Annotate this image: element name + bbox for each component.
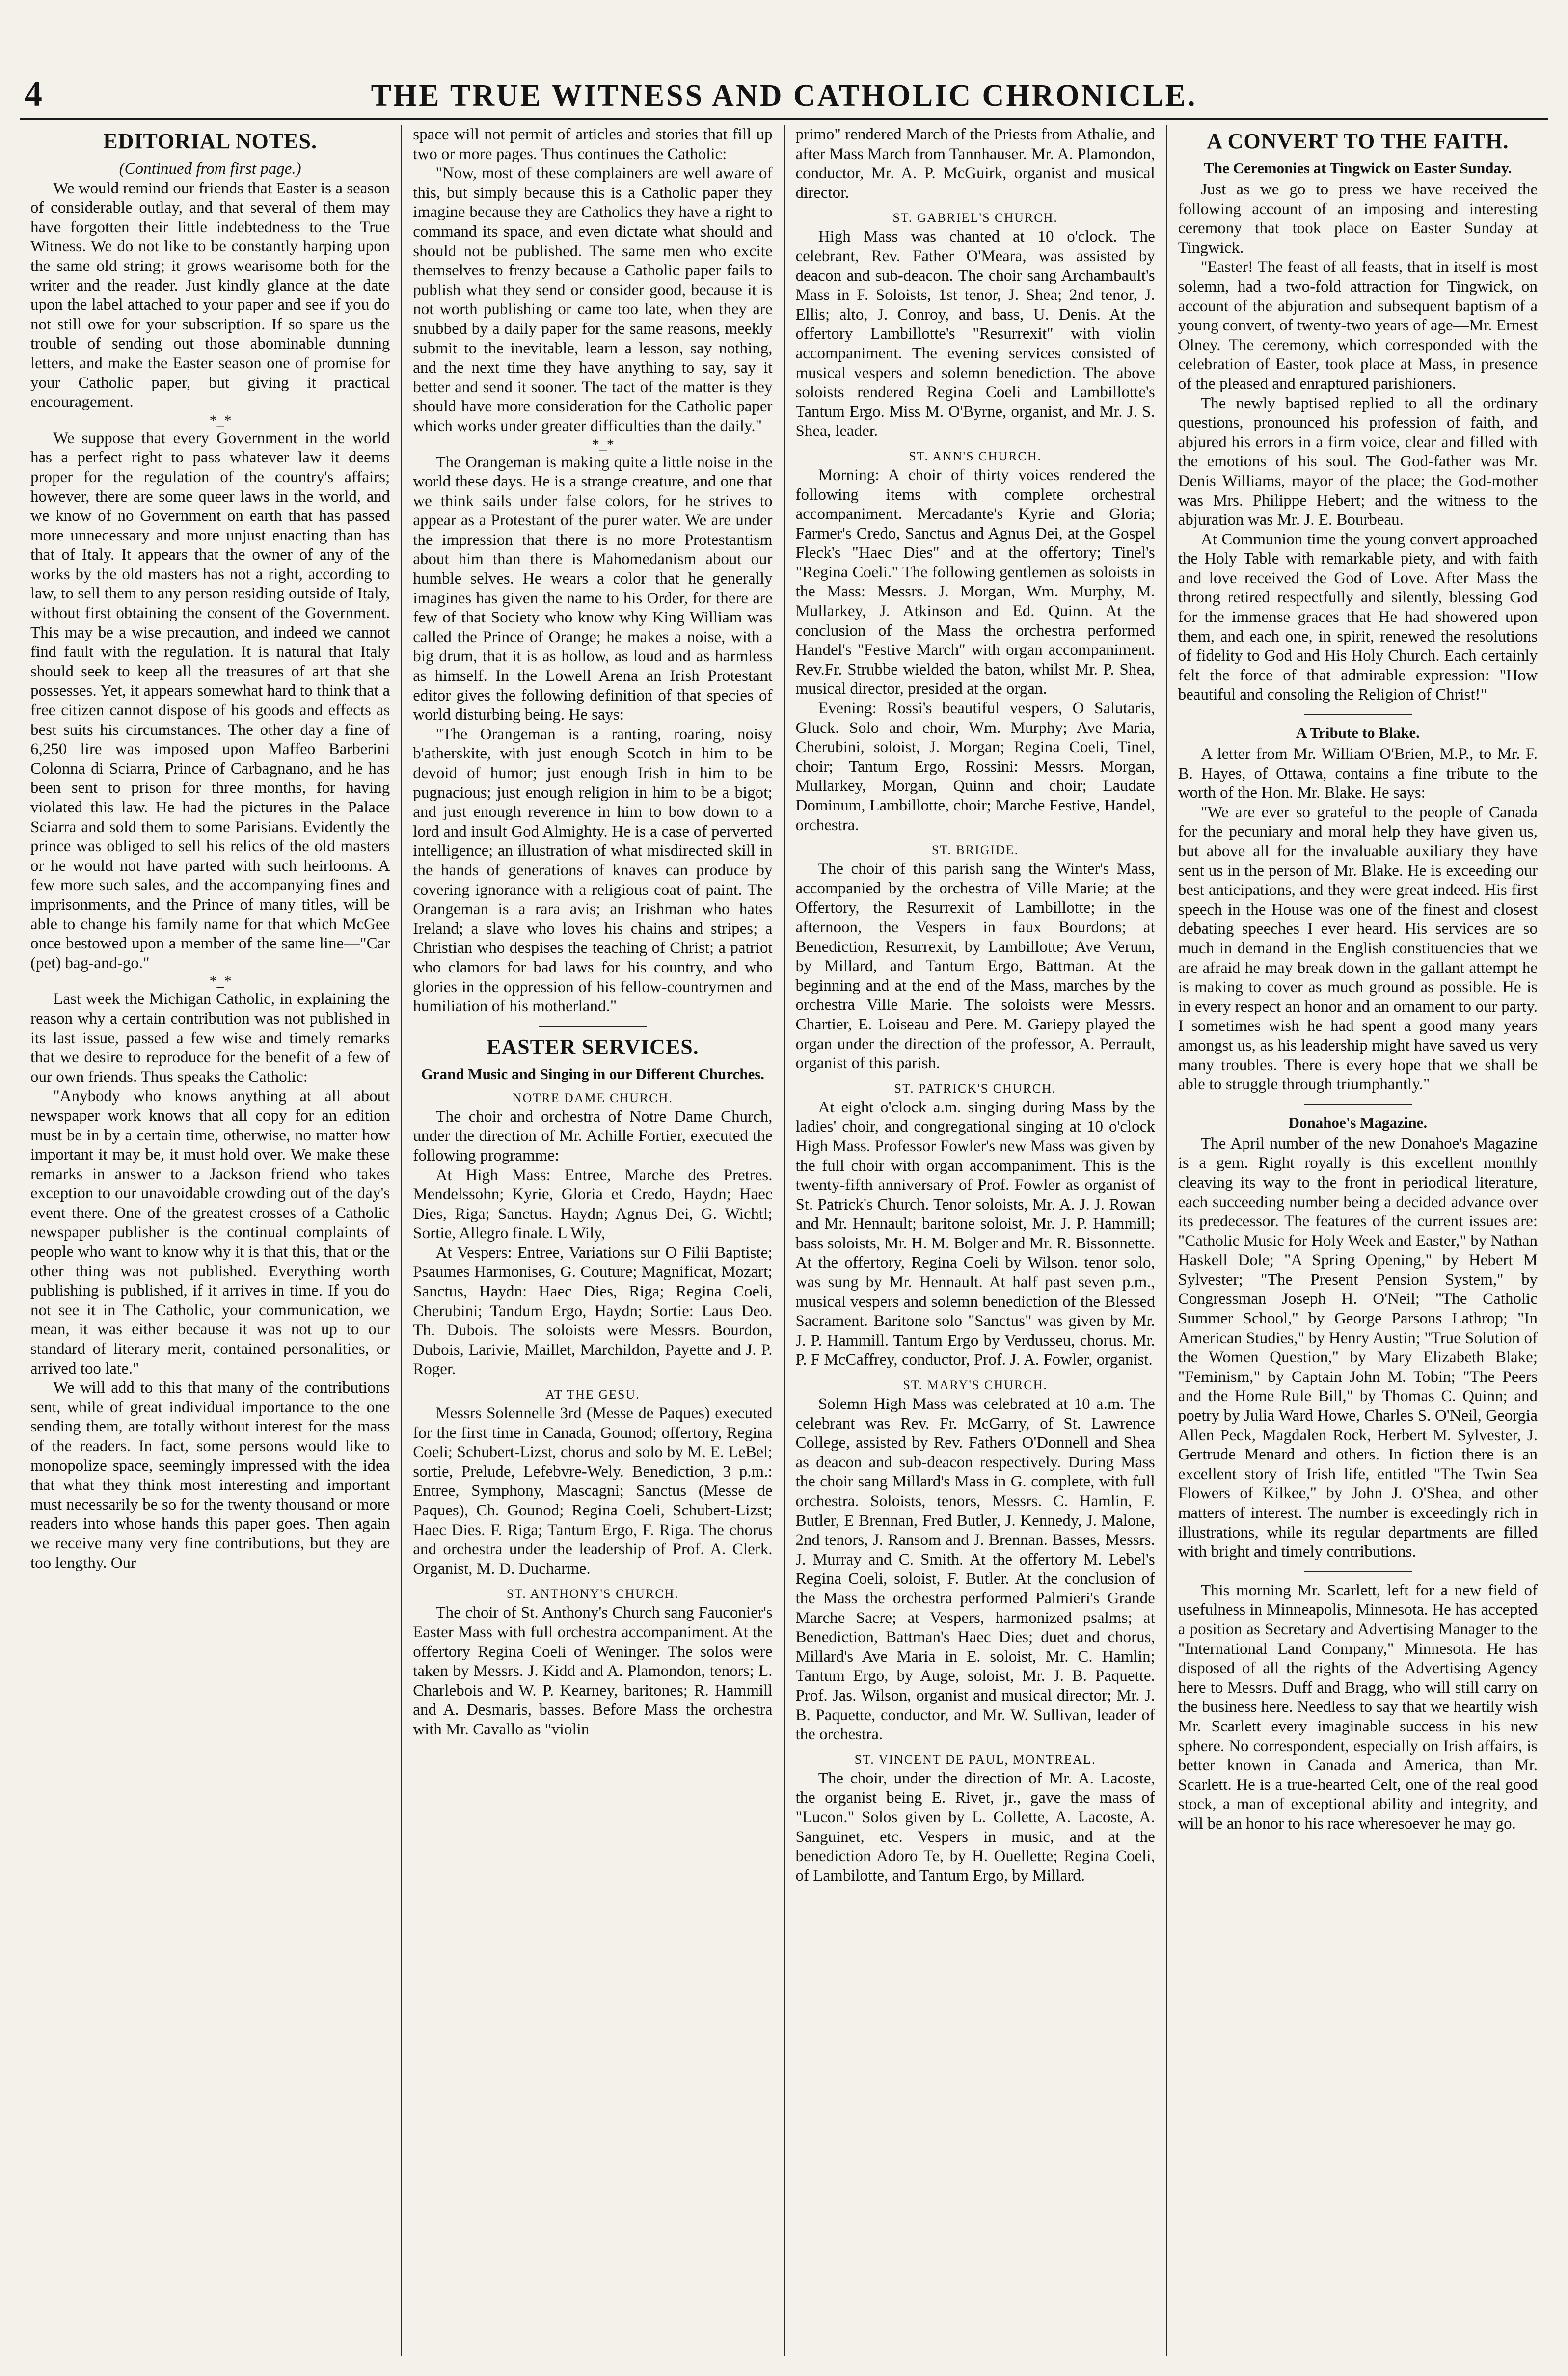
- paragraph: The newly baptised replied to all the ordinary questions, pronounced his profession of faith, and abjured his errors in a firm voice, clear and filled with the emotions of his soul. The God-father was Mr. Denis Williams, mayor of the place; the God-mother was Mrs. Philippe Hebert; and the witness to the abjuration was Mr. J. E. Bourbeau.: [1178, 394, 1538, 529]
- donahoe-heading: Donahoe's Magazine.: [1288, 1113, 1428, 1131]
- church-heading-st-gabriel: ST. GABRIEL'S CHURCH.: [892, 211, 1058, 225]
- paragraph: At eight o'clock a.m. singing during Mass by the ladies' choir, and congregational singing at 10 o'clock High Mass. Professor Fowler's new Mass was given by the full choir with organ accompaniment. This is the twenty-fifth anniversary of Prof. Fowler as organist of St. Patrick's Church. Tenor soloists, Mr. A. J. J. Rowan and Mr. Hennault; baritone soloist, Mr. J. P. Hammill; bass soloists, Mr. H. M. Bolger and Mr. R. Bissonnette. At the offertory, Regina Coeli by Wilson. tenor solo, was sung by Mr. Hennault. At half past seven p.m., musical vespers and solemn benediction of the Blessed Sacrament. Baritone solo "Sanctus" was given by Mr. J. P. Hammill. Tantum Ergo by Verdusseu, chorus. Mr. P. F McCaffrey, conductor, Prof. J. A. Fowler, organist.: [795, 1098, 1155, 1369]
- quote-paragraph: "Easter! The feast of all feasts, that in itself is most solemn, had a two-fold attraction for Tingwick, on account of the abjuration and subsequent baptism of a young convert, of twenty-two years of age—Mr. Ernest Olney. The ceremony, which corresponded with the celebration of Easter, took place at Mass, in presence of the pleased and enraptured parishioners.: [1178, 258, 1538, 393]
- paragraph: Last week the Michigan Catholic, in explaining the reason why a certain contribution was not published in its last issue, passed a few wise and timely remarks that we desire to reproduce for the benefit of a few of our own friends. Thus speaks the Catholic:: [30, 990, 390, 1086]
- continued-note: (Continued from first page.): [119, 160, 301, 178]
- church-heading-st-anthony: ST. ANTHONY'S CHURCH.: [506, 1587, 679, 1601]
- divider: [1304, 1104, 1412, 1105]
- paragraph: The choir of St. Anthony's Church sang Fauconier's Easter Mass with full orchestra accompaniment. At the offertory Regina Coeli of Weninger. The solos were taken by Messrs. J. Kidd and A. Plamondon, tenors; L. Charlebois and W. P. Kearney, baritones; R. Hammill and A. Desmaris, basses. Before Mass the orchestra with Mr. Cavallo as "violin: [413, 1604, 773, 1738]
- paragraph: We would remind our friends that Easter is a season of considerable outlay, and that several of them may have forgotten their little indebtedness to the True Witness. We do not like to be constantly harping upon the same old string; it grows wearisome both for the writer and the reader. Just kindly glance at the date upon the label attached to your paper and see if you do not still owe for your subscription. If so spare us the trouble of sending out those abominable dunning letters, and make the Easter season one of promise for your Catholic paper, but giving it practical encouragement.: [30, 179, 390, 411]
- paragraph: The choir, under the direction of Mr. A. Lacoste, the organist being E. Rivet, jr., gave the mass of "Lucon." Solos given by L. Collette, A. Lacoste, A. Sanguinet, etc. Vespers in music, and at the benediction Adoro Te, by H. Ouellette; Regina Coeli, of Lambilotte, and Tantum Ergo, by Millard.: [795, 1769, 1155, 1885]
- quote-paragraph: "Now, most of these complainers are well aware of this, but simply because this is a Catholic paper they imagine because they are Catholics they have a right to command its space, and even dictate what should and should not be published. The same men who excite themselves to frenzy because a Catholic paper fails to publish what they send or consider good, because it is not worth publishing or came too late, when they are snubbed by a daily paper for the same reasons, meekly submit to the inevitable, learn a lesson, say nothing, and the next time they have anything to say, say it better and send it sooner. The tact of the matter is they should have more consideration for the Catholic paper which works under greater difficulties than the daily.": [413, 164, 773, 435]
- quote-paragraph: "Anybody who knows anything at all about newspaper work knows that all copy for an edition must be in by a certain time, otherwise, no matter how important it may be, it must hold over. We make these remarks in answer to a Jackson friend who takes exception to our unavoidable crowding out of the day's event there. One of the greatest crosses of a Catholic newspaper publisher is the continual complaints of people who want to know why it is that this, that or the other thing was not published. Everything worth publishing is published, if it arrives in time. If you do not see it in The Catholic, your communication, we mean, it was either because it was not up to our standard of literary merit, contained personalities, or arrived too late.": [30, 1087, 390, 1377]
- paragraph: We suppose that every Government in the world has a perfect right to pass whatever law it deems proper for the regulation of the country's affairs; however, there are some queer laws in the world, and we know of no Government on earth that has passed more unnecessary and more unjust enacting than has that of Italy. It appears that the owner of any of the works by the old masters has not a right, according to law, to sell them to any person residing outside of Italy, without first obtaining the consent of the Government. This may be a wise precaution, and indeed we cannot find fault with the regulation. It is natural that Italy should seek to keep all the treasures of art that she possesses. Yet, it appears somewhat hard to think that a free citizen cannot dispose of his goods and effects as best suits his circumstances. The other day a fine of 6,250 lire was imposed upon Maffeo Barberini Colonna di Sciarra, Prince of Carbagnano, and he has been sent to prison for three months, for having violated this law. He had the pictures in the Palace Sciarra and sold them to some Parisians. Evidently the prince was obliged to sell his relics of the old masters or he would not have parted with such heirlooms. A few more such sales, and the accompanying fines and imprisonments, and the Prince of many titles, will be able to change his family name for that which McGee once bestowed upon a member of the same line—"Car (pet) bag-and-go.": [30, 429, 390, 972]
- divider: [1304, 714, 1412, 715]
- easter-services-subheading: Grand Music and Singing in our Different Churches.: [421, 1065, 765, 1082]
- church-heading-st-patrick: ST. PATRICK'S CHURCH.: [894, 1081, 1056, 1096]
- paragraph: space will not permit of articles and stories that fill up two or more pages. Thus continues the Catholic:: [413, 126, 773, 163]
- paragraph: Just as we go to press we have received the following account of an imposing and interesting ceremony that took place on Easter Sunday at Tingwick.: [1178, 181, 1538, 257]
- church-heading-st-ann: ST. ANN'S CHURCH.: [909, 449, 1042, 463]
- paragraph: Evening: Rossi's beautiful vespers, O Salutaris, Gluck. Solo and choir, Wm. Murphy; Ave Maria, Cherubini, soloist, J. Morgan; Regina Coeli, Tinel, choir; Tantum Ergo, Rossini: Messrs. Morgan, Mullarkey, Morgan, Quinn and choir; Laudate Dominum, Lambillotte, choir; Marche Festive, Handel, orchestra.: [795, 700, 1155, 834]
- divider: [1304, 1571, 1412, 1572]
- paragraph: The April number of the new Donahoe's Magazine is a gem. Right royally is this excellent monthly cleaving its way to the front in periodical literature, each succeeding number being a decided advance over its predecessor. The features of the current issues are: "Catholic Music for Holy Week and Easter," by Nathan Haskell Dole; "A Spring Opening," by Hebert M Sylvester; "The Present Pension System," by Congressman Joseph H. O'Neil; "The Catholic Summer School," by George Parsons Lathrop; "In American Studies," by Henry Austin; "True Solution of the Women Question," by Mary Elizabeth Blake; "Feminism," by Captain John M. Tobin; "The Peers and the Home Rule Bill," by Thomas C. Quinn; and poetry by Julia Ward Howe, Charles S. O'Neil, Georgia Allen Peck, Magdalen Rock, Herbert M. Sylvester, J. Gertrude Menard and others. In fiction there is an excellent story of Irish life, entitled "The Twin Sea Flowers of Kilkee," by John J. O'Shea, and other matters of interest. The number is exceedingly rich in illustrations, while its regular departments are filled with bright and timely contributions.: [1178, 1134, 1538, 1561]
- paragraph: primo" rendered March of the Priests from Athalie, and after Mass March from Tannhauser. Mr. A. Plamondon, conductor, Mr. A. P. McGuirk, organist and musical director.: [795, 126, 1155, 202]
- church-heading-st-mary: ST. MARY'S CHURCH.: [903, 1378, 1048, 1393]
- paragraph: The choir and orchestra of Notre Dame Church, under the direction of Mr. Achille Fortier, executed the following programme:: [413, 1107, 773, 1164]
- paragraph: This morning Mr. Scarlett, left for a new field of usefulness in Minneapolis, Minnesota. He has accepted a position as Secretary and Advertising Manager to the "International Land Company," Minnesota. He has disposed of all the rights of the Advertising Agency here to Messrs. Duff and Bragg, who will still carry on the business here. Needless to say that we heartily wish Mr. Scarlett every imaginable success in his new sphere. No correspondent, especially on Irish affairs, is better known in Canada and America, than Mr. Scarlett. He is a true-hearted Celt, one of the real good stock, a man of exceptional ability and integrity, and will be an honor to his race wheresoever he may go.: [1178, 1581, 1538, 1833]
- church-heading-gesu: AT THE GESU.: [545, 1387, 640, 1402]
- editorial-heading: EDITORIAL NOTES.: [103, 129, 318, 153]
- page-number: 4: [25, 74, 42, 113]
- paragraph: We will add to this that many of the contributions sent, while of great individual importance to the one sending them, are totally without interest for the mass of the readers. In fact, some persons would like to monopolize space, seemingly impressed with the idea that what they think most interesting and important must necessarily be so for the twenty thousand or more readers into whose hands this paper goes. Then again we receive many very fine contributions, but they are too lengthy. Our: [30, 1379, 390, 1572]
- column-3: [785, 125, 1167, 2356]
- separator-stars: *_*: [592, 436, 614, 453]
- masthead: [20, 64, 1548, 120]
- paragraph: The choir of this parish sang the Winter's Mass, accompanied by the orchestra of Ville Marie; at the Offertory, the Resurrexit of Lambillotte; in the afternoon, the Vespers in faux Bourdons; at Benediction, Resurrexit, by Lambillotte; Ave Verum, by Millard, and Tantum Ergo, Battman. At the beginning and at the end of the Mass, marches by the orchestra Ville Marie. The soloists were Messrs. Chartier, E. Loiseau and Pere. M. Gariepy played the organ under the direction of the professor, A. Perrault, organist of this parish.: [795, 860, 1155, 1073]
- tribute-heading: A Tribute to Blake.: [1296, 724, 1420, 742]
- church-heading-notre-dame: NOTRE DAME CHURCH.: [512, 1090, 673, 1105]
- quote-paragraph: "We are ever so grateful to the people of Canada for the pecuniary and moral help they have given us, but above all for the invaluable auxiliary they have sent us in the person of Mr. Blake. He is exceeding our best anticipations, and they were great indeed. His first speech in the House was one of the finest and closest debating speeches I ever heard. His services are so much in demand in the English constituencies that we are afraid he may break down in the gallant attempt he is making to cover as much ground as possible. He is in every respect an honor and an ornament to our party. I sometimes wish he had spent a good many years amongst us, as his leadership might have saved us very many troubles. There is every hope that we shall be able to struggle through triumphantly.": [1178, 803, 1538, 1094]
- column-2: [402, 125, 784, 2356]
- columns: [20, 125, 1548, 2356]
- paragraph: The Orangeman is making quite a little noise in the world these days. He is a strange creature, and one that we think sails under false colors, for he strives to appear as a Protestant of the purer water. We are under the impression that there is no more Protestantism about him than there is Mahomedanism about our humble selves. He wears a color that he generally imagines has given the name to his Order, for there are few of that Society who know why King William was called the Prince of Orange; he makes a noise, with a big drum, that it is as hollow, as loud and as harmless as himself. In the Lowell Arena an Irish Protestant editor gives the following definition of that species of world disturbing being. He says:: [413, 453, 773, 724]
- quote-paragraph: "The Orangeman is a ranting, roaring, noisy b'atherskite, with just enough Scotch in him to be devoid of humor; just enough Irish in him to be pugnacious; just enough religion in him to be a bigot; and just enough reverence in him to bow down to a lord and insult God Almighty. He is a case of perverted intelligence; an illustration of what misdirected skill in the hands of generations of knaves can produce by covering ignorance with a religious coat of paint. The Orangeman is a rara avis; an Irishman who hates Ireland; a slave who loves his chains and stripes; a Christian who despises the teaching of Christ; a patriot who clamors for bad laws for his country, and who glories in the oppression of his fellow-countrymen and humiliation of his motherland.": [413, 725, 773, 1016]
- paragraph: Solemn High Mass was celebrated at 10 a.m. The celebrant was Rev. Fr. McGarry, of St. Lawrence College, assisted by Rev. Fathers O'Donnell and Shea as deacon and sub-deacon respectively. During Mass the choir sang Millard's Mass in G. complete, with full orchestra. Soloists, tenors, Messrs. C. Hamlin, F. Butler, E Brennan, Fred Butler, J. Kennedy, J. Malone, 2nd tenors, J. Ransom and J. Brennan. Basses, Messrs. J. Murray and C. Smith. At the offertory M. Lebel's Regina Coeli, soloist, F. Butler. At the conclusion of the Mass the orchestra performed Palmieri's Grande Marche Sacre; at Vespers, harmonized psalms; at Benediction, Battman's Haec Dies; duet and chorus, Millard's Ave Maria in E. soloist, Mr. C. Hamlin; Tantum Ergo, by Auge, soloist, Mr. J. B. Paquette. Prof. Jas. Wilson, organist and musical director; Mr. J. B. Paquette, conductor, and Mr. W. Sullivan, leader of the orchestra.: [795, 1395, 1155, 1744]
- paragraph: Morning: A choir of thirty voices rendered the following items with complete orchestral accompaniment. Mercadante's Kyrie and Gloria; Farmer's Credo, Sanctus and Agnus Dei, at the Gospel Fleck's "Haec Dies" and at the offertory; Tinel's "Regina Coeli." The following gentlemen as soloists in the Mass: Messrs. J. Morgan, Wm. Murphy, M. Mullarkey, J. Atkinson and Ed. Quinn. At the conclusion of the Mass the orchestra performed Handel's "Festive March" with organ accompaniment. Rev.Fr. Strubbe wielded the baton, whilst Mr. P. Shea, musical director, presided at the organ.: [795, 466, 1155, 698]
- separator-stars: *_*: [209, 412, 232, 429]
- column-4: [1167, 125, 1548, 2356]
- separator-stars: *_*: [209, 973, 232, 990]
- column-1: [20, 125, 402, 2356]
- paragraph: At Vespers: Entree, Variations sur O Filii Baptiste; Psaumes Harmonises, G. Couture; Magnificat, Mozart; Sanctus, Haydn: Haec Dies, Riga; Regina Coeli, Cherubini; Tandum Ergo, Haydn; Sortie: Laus Deo. Th. Dubois. The soloists were Messrs. Bourdon, Dubois, Larivie, Maillet, Marchildon, Payette and J. P. Roger.: [413, 1243, 773, 1378]
- paragraph: Messrs Solennelle 3rd (Messe de Paques) executed for the first time in Canada, Gounod; offertory, Regina Coeli; Schubert-Lizst, chorus and solo by M. E. LeBel; sortie, Prelude, Lefebvre-Wely. Benediction, 3 p.m.: Entree, Symphony, Mascagni; Sanctus (Messe de Paques), Ch. Gounod; Regina Coeli, Schubert-Lizst; Haec Dies. F. Riga; Tantum Ergo, F. Riga. The chorus and orchestra under the leadership of Prof. A. Clerk. Organist, M. D. Ducharme.: [413, 1404, 773, 1578]
- easter-services-heading: EASTER SERVICES.: [487, 1034, 699, 1059]
- paper-title: THE TRUE WITNESS AND CATHOLIC CHRONICLE.: [371, 79, 1197, 112]
- convert-heading: A CONVERT TO THE FAITH.: [1207, 129, 1509, 153]
- divider: [539, 1026, 647, 1027]
- paragraph: High Mass was chanted at 10 o'clock. The celebrant, Rev. Father O'Meara, was assisted by deacon and sub-deacon. The choir sang Archambault's Mass in F. Soloists, 1st tenor, J. Shea; 2nd tenor, J. Ellis; alto, J. Conroy, and bass, U. Denis. At the offertory Lambillotte's "Resurrexit" with violin accompaniment. The evening services consisted of musical vespers and solemn benediction. The above soloists rendered Regina Coeli and Lambillotte's Tantum Ergo. Miss M. O'Byrne, organist, and Mr. J. S. Shea, leader.: [795, 228, 1155, 440]
- paragraph: At High Mass: Entree, Marche des Pretres. Mendelssohn; Kyrie, Gloria et Credo, Haydn; Haec Dies, Riga; Sanctus. Haydn; Agnus Dei, G. Wichtl; Sortie, Allegro finale. L Wily,: [413, 1166, 773, 1242]
- church-heading-st-brigide: ST. BRIGIDE.: [931, 843, 1019, 858]
- paragraph: At Communion time the young convert approached the Holy Table with remarkable piety, and with faith and love received the God of Love. After Mass the throng retired respectfully and silently, blessing God for the immense graces that He had showered upon them, and each one, in spirit, renewed the resolutions of fidelity to God and His Holy Church. Each certainly felt the force of that admirable expression: "How beautiful and consoling the Religion of Christ!": [1178, 530, 1538, 704]
- church-heading-st-vincent: ST. VINCENT DE PAUL, MONTREAL.: [854, 1752, 1096, 1767]
- paragraph: A letter from Mr. William O'Brien, M.P., to Mr. F. B. Hayes, of Ottawa, contains a fine tribute to the worth of the Hon. Mr. Blake. He says:: [1178, 745, 1538, 802]
- convert-subheading: The Ceremonies at Tingwick on Easter Sunday.: [1204, 160, 1512, 177]
